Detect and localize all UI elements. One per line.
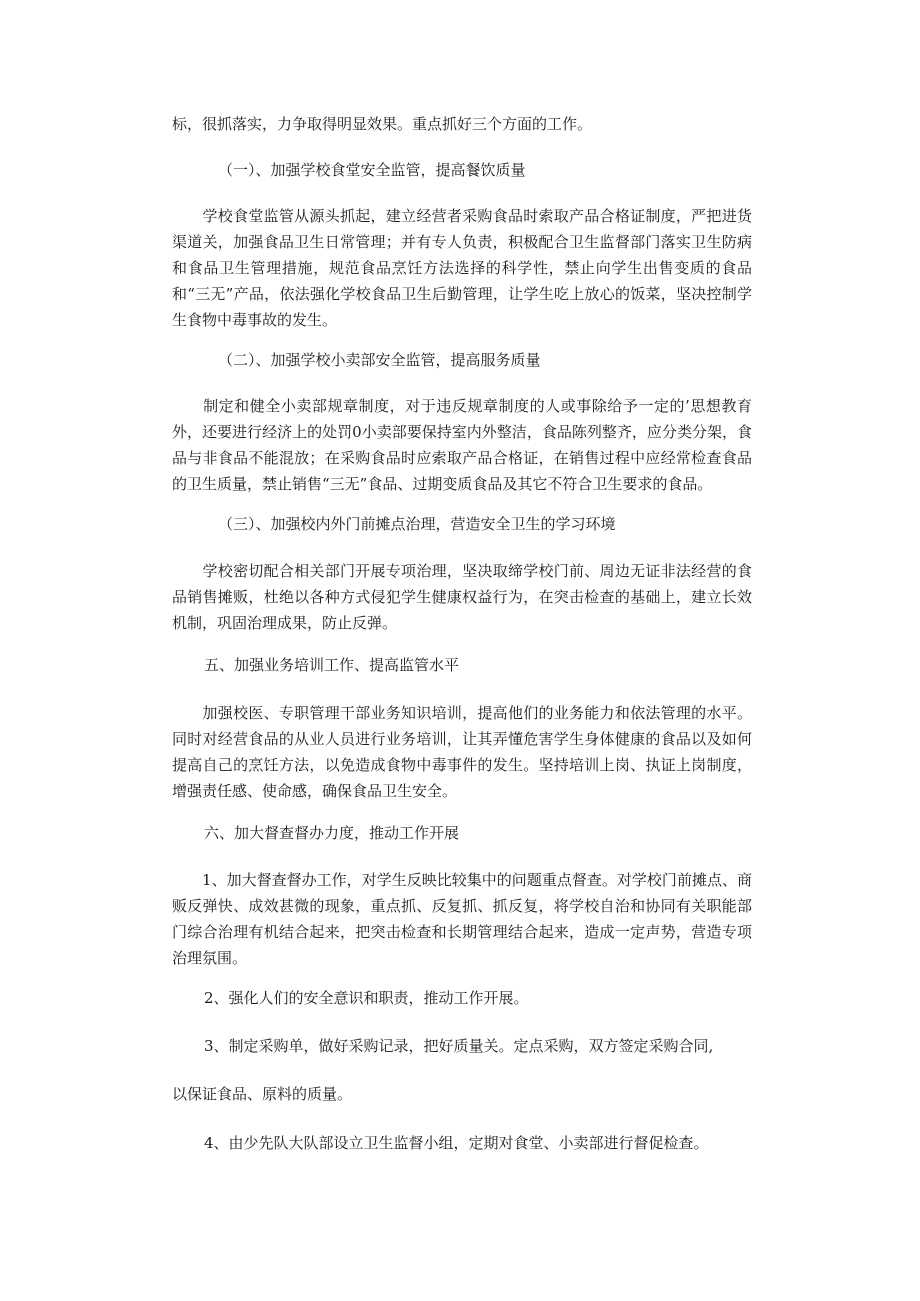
paragraph-inspection-3: 3、制定采购单，做好采购记录，把好质量关。定点采购，双方签定采购合同,	[204, 1037, 714, 1055]
paragraph-intro-tail: 标，很抓落实，力争取得明显效果。重点抓好三个方面的工作。	[172, 115, 593, 133]
paragraph-inspection-3-cont: 以保证食品、原料的质量。	[172, 1085, 353, 1103]
paragraph-inspection-2: 2、强化人们的安全意识和职责，推动工作开展。	[204, 989, 529, 1007]
heading-training: 五、加强业务培训工作、提高监管水平	[204, 656, 460, 674]
paragraph-shop: 制定和健全小卖部规章制度，对于违反规章制度的人或事除给予一定的’思想教育外，还要进行经济上的处罚0小卖部要保持室内外整洁，食品陈列整齐，应分类分架，食品与非食品不能混放；在采购食品时应索取产品合格证，在销售过程中应经常检查食品的卫生质量，禁止销售“三无”食品、过期变质食品及其它不符合卫生要求的食品。	[172, 397, 752, 493]
paragraph-training: 加强校医、专职管理干部业务知识培训，提高他们的业务能力和依法管理的水平。同时对经营食品的从业人员进行业务培训，让其弄懂危害学生身体健康的食品以及如何提高自己的烹饪方法，以免造成食物中毒事件的发生。坚持培训上岗、执证上岗制度，增强责任感、使命感，确保食品卫生安全。	[172, 704, 752, 800]
heading-inspection: 六、加大督查督办力度，推动工作开展	[204, 824, 460, 842]
heading-canteen-supervision: （一）、加强学校食堂安全监管，提高餐饮质量	[218, 161, 526, 179]
heading-stall-governance: （三）、加强校内外门前摊点治理，营造安全卫生的学习环境	[218, 515, 616, 533]
paragraph-inspection-1: 1、加大督查督办工作，对学生反映比较集中的问题重点督查。对学校门前摊点、商贩反弹快、成效甚微的现象，重点抓、反复抓、抓反复，将学校自治和协同有关职能部门综合治理有机结合起来，把突击检查和长期管理结合起来，造成一定声势，营造专项治理氛围。	[172, 871, 752, 967]
paragraph-stall: 学校密切配合相关部门开展专项治理，坚决取缔学校门前、周边无证非法经营的食品销售摊贩，杜绝以各种方式侵犯学生健康权益行为，在突击检查的基础上，建立长效机制，巩固治理成果，防止反弹。	[172, 562, 752, 632]
paragraph-inspection-4: 4、由少先队大队部设立卫生监督小组，定期对食堂、小卖部进行督促检查。	[204, 1134, 709, 1152]
heading-shop-supervision: （二）、加强学校小卖部安全监管，提高服务质量	[218, 351, 541, 369]
paragraph-canteen: 学校食堂监管从源头抓起，建立经营者采购食品时索取产品合格证制度，严把进货渠道关，加强食品卫生日常管理；并有专人负责，积极配合卫生监督部门落实卫生防病和食品卫生管理措施，规范食品烹饪方法选择的科学性，禁止向学生出售变质的食品和“三无”产品，依法强化学校食品卫生后勤管理，让学生吃上放心的饭菜，坚决控制学生食物中毒事故的发生。	[172, 207, 752, 329]
